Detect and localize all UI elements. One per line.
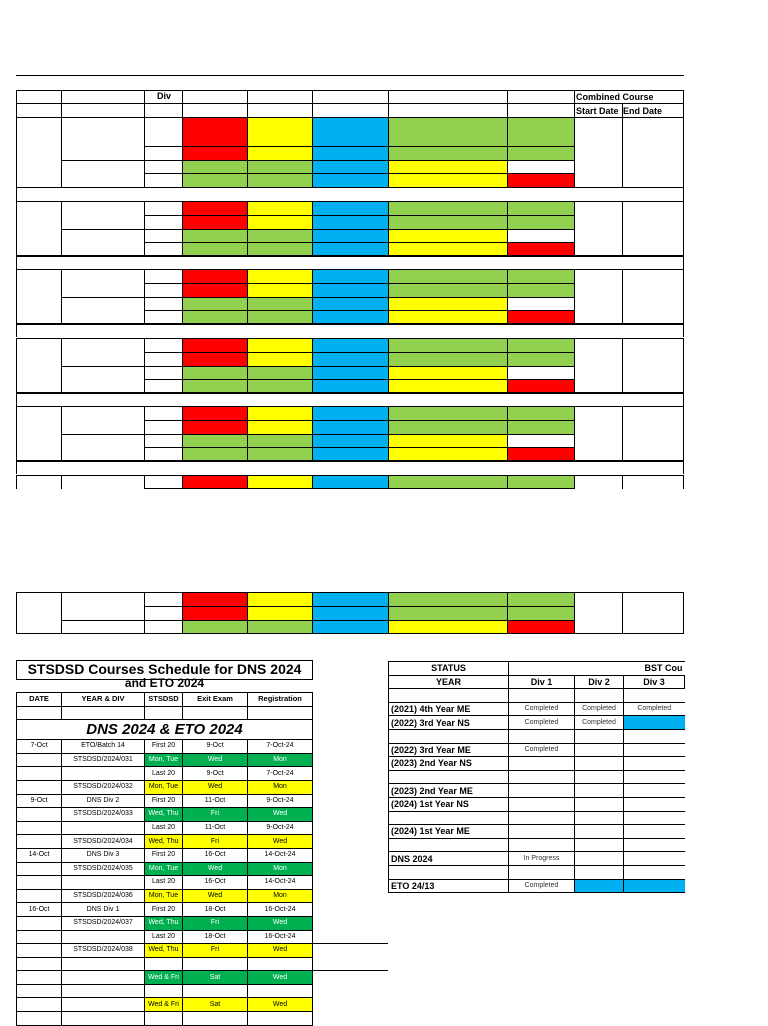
registration-header: Registration (248, 693, 313, 707)
registration-cell: Wed (248, 944, 313, 958)
registration-cell: 16-Oct-24 (248, 903, 313, 917)
schedule-bar (508, 173, 574, 187)
exit-exam-cell: Fri (183, 835, 248, 849)
exit-exam-cell: Fri (183, 808, 248, 822)
combined-course-header: Combined Course (576, 92, 654, 102)
date-cell (17, 862, 62, 876)
registration-cell (248, 957, 313, 971)
date-cell (17, 998, 62, 1012)
status-row (389, 865, 685, 879)
date-cell (17, 876, 62, 890)
exit-exam-cell: 11-Oct (183, 794, 248, 808)
stsdsd-cell: Last 20 (145, 930, 183, 944)
status-div1-cell (509, 784, 575, 798)
status-div1-cell (509, 689, 575, 703)
status-table (388, 661, 685, 893)
status-row (389, 811, 685, 825)
registration-cell: Wed (248, 835, 313, 849)
registration-cell: Wed (248, 971, 313, 985)
end-date-header: End Date (623, 106, 663, 116)
div1-header: Div 1 (509, 675, 575, 689)
status-div3-cell: Completed (624, 702, 685, 716)
exit-exam-cell: 16-Oct (183, 848, 248, 862)
exit-exam-cell: Wed (183, 780, 248, 794)
stsdsd-cell: First 20 (145, 903, 183, 917)
registration-cell: Mon (248, 780, 313, 794)
status-row (389, 879, 685, 893)
stsdsd-cell: Mon, Tue (145, 753, 183, 767)
stsdsd-cell: Last 20 (145, 876, 183, 890)
status-div3-cell (624, 689, 685, 703)
stsdsd-cell (145, 1012, 183, 1026)
schedule-row (17, 780, 313, 794)
status-div2-cell (575, 784, 624, 798)
schedule-row (17, 971, 313, 985)
status-year-cell: (2021) 4th Year ME (389, 702, 509, 716)
status-row (389, 716, 685, 730)
exit-exam-cell: Wed (183, 889, 248, 903)
status-div3-cell (624, 716, 685, 730)
status-div3-cell (624, 879, 685, 893)
schedule-bar (508, 310, 574, 324)
stsdsd-cell: Wed, Thu (145, 944, 183, 958)
status-div3-cell (624, 852, 685, 866)
div2-header: Div 2 (575, 675, 624, 689)
date-cell (17, 753, 62, 767)
status-div3-cell (624, 743, 685, 757)
year-div-cell: STSDSD/2024/033 (62, 808, 145, 822)
stsdsd-cell: Mon, Tue (145, 780, 183, 794)
schedule-bar (508, 620, 574, 633)
date-cell (17, 984, 62, 998)
status-div1-cell: In Progress (509, 852, 575, 866)
exit-exam-cell: 16-Oct (183, 876, 248, 890)
status-div2-cell (575, 770, 624, 784)
year-div-cell: STSDSD/2024/032 (62, 780, 145, 794)
schedule-row (17, 767, 313, 781)
stsdsd-cell: First 20 (145, 740, 183, 754)
stsdsd-header: STSDSD (145, 693, 183, 707)
schedule-bar (183, 475, 247, 489)
year-div-cell (62, 767, 145, 781)
status-year-cell: (2022) 3rd Year ME (389, 743, 509, 757)
stsdsd-cell: Mon, Tue (145, 862, 183, 876)
status-div2-cell (575, 825, 624, 839)
registration-cell (248, 1012, 313, 1026)
status-div3-cell (624, 784, 685, 798)
date-cell: 9-Oct (17, 794, 62, 808)
registration-cell: 9-Oct-24 (248, 794, 313, 808)
schedule-table (16, 692, 313, 1026)
schedule-row (17, 903, 313, 917)
status-div1-cell: Completed (509, 879, 575, 893)
status-year-cell: (2023) 2nd Year ME (389, 784, 509, 798)
year-header: YEAR (389, 675, 509, 689)
year-div-cell (62, 957, 145, 971)
year-div-cell (62, 1012, 145, 1026)
schedule-bar (183, 117, 247, 160)
date-cell (17, 780, 62, 794)
registration-cell: 9-Oct-24 (248, 821, 313, 835)
stsdsd-cell: Mon, Tue (145, 889, 183, 903)
stsdsd-cell (145, 984, 183, 998)
exit-exam-cell: Sat (183, 998, 248, 1012)
date-cell: 7-Oct (17, 740, 62, 754)
year-div-cell (62, 984, 145, 998)
date-cell (17, 808, 62, 822)
status-div2-cell: Completed (575, 716, 624, 730)
status-div2-cell: Completed (575, 702, 624, 716)
year-div-cell: STSDSD/2024/038 (62, 944, 145, 958)
stsdsd-cell: Wed, Thu (145, 835, 183, 849)
exit-exam-cell: 9-Oct (183, 767, 248, 781)
stsdsd-cell: Wed, Thu (145, 916, 183, 930)
div3-header: Div 3 (624, 675, 685, 689)
status-year-cell: (2023) 2nd Year NS (389, 757, 509, 771)
exit-exam-cell (183, 957, 248, 971)
status-div1-cell (509, 729, 575, 743)
schedule-row (17, 821, 313, 835)
year-div-cell: STSDSD/2024/031 (62, 753, 145, 767)
status-div3-cell (624, 825, 685, 839)
status-div2-cell (575, 757, 624, 771)
exit-exam-cell: Wed (183, 862, 248, 876)
schedule-row (17, 944, 313, 958)
status-year-cell: (2024) 1st Year ME (389, 825, 509, 839)
schedule-row (17, 1012, 313, 1026)
schedule-banner: DNS 2024 & ETO 2024 (17, 720, 313, 740)
registration-cell: 14-Oct-24 (248, 876, 313, 890)
status-div1-cell: Completed (509, 702, 575, 716)
start-date-header: Start Date (576, 106, 619, 116)
status-div2-cell (575, 838, 624, 852)
date-cell (17, 821, 62, 835)
status-div3-cell (624, 797, 685, 811)
date-cell (17, 930, 62, 944)
registration-cell: Wed (248, 998, 313, 1012)
schedule-row (17, 930, 313, 944)
exit-exam-cell (183, 984, 248, 998)
status-row (389, 852, 685, 866)
stsdsd-cell: Wed & Fri (145, 971, 183, 985)
exit-exam-cell: 18-Oct (183, 903, 248, 917)
stsdsd-cell: First 20 (145, 794, 183, 808)
status-div1-cell: Completed (509, 743, 575, 757)
exit-exam-cell (183, 1012, 248, 1026)
exit-exam-cell: Fri (183, 916, 248, 930)
year-div-cell (62, 971, 145, 985)
status-header-row (389, 662, 685, 676)
registration-cell: Mon (248, 889, 313, 903)
date-cell: 14-Oct (17, 848, 62, 862)
stsdsd-cell: Wed, Thu (145, 808, 183, 822)
status-div2-cell (575, 743, 624, 757)
status-row (389, 702, 685, 716)
status-year-row (389, 675, 685, 689)
schedule-row (17, 984, 313, 998)
schedule-spacer-row (17, 706, 313, 720)
registration-cell: 7-Oct-24 (248, 767, 313, 781)
year-div-cell: STSDSD/2024/034 (62, 835, 145, 849)
status-year-cell (389, 689, 509, 703)
status-row (389, 770, 685, 784)
date-cell (17, 944, 62, 958)
status-year-cell: (2022) 3rd Year NS (389, 716, 509, 730)
schedule-bar (389, 117, 574, 160)
year-div-cell: ETO/Batch 14 (62, 740, 145, 754)
exit-exam-cell: 18-Oct (183, 930, 248, 944)
registration-cell: Wed (248, 916, 313, 930)
status-div1-cell (509, 825, 575, 839)
schedule-bar (248, 475, 312, 489)
status-row (389, 689, 685, 703)
registration-cell: Mon (248, 753, 313, 767)
schedule-row (17, 916, 313, 930)
schedule-row (17, 848, 313, 862)
year-div-cell (62, 998, 145, 1012)
status-div3-cell (624, 838, 685, 852)
status-div2-cell (575, 797, 624, 811)
stsdsd-cell: First 20 (145, 848, 183, 862)
status-row (389, 729, 685, 743)
status-row (389, 784, 685, 798)
schedule-row (17, 889, 313, 903)
date-header: DATE (17, 693, 62, 707)
exit-exam-cell: 11-Oct (183, 821, 248, 835)
schedule-bar (389, 475, 574, 489)
schedule-bar (313, 620, 388, 633)
date-cell: 16-Oct (17, 903, 62, 917)
status-row (389, 838, 685, 852)
registration-cell: 16-Oct-24 (248, 930, 313, 944)
status-div2-cell (575, 879, 624, 893)
schedule-bar (508, 379, 574, 393)
status-div3-cell (624, 729, 685, 743)
status-row (389, 743, 685, 757)
status-year-cell (389, 770, 509, 784)
div-header: Div (157, 91, 172, 101)
stsdsd-cell (145, 957, 183, 971)
date-cell (17, 971, 62, 985)
schedule-subtitle: and ETO 2024 (124, 676, 205, 690)
registration-cell: Mon (248, 862, 313, 876)
status-div1-cell (509, 838, 575, 852)
status-year-cell (389, 838, 509, 852)
year-div-cell: DNS Div 1 (62, 903, 145, 917)
year-div-cell: STSDSD/2024/036 (62, 889, 145, 903)
status-div2-cell (575, 689, 624, 703)
exit-exam-cell: Fri (183, 944, 248, 958)
date-cell (17, 957, 62, 971)
schedule-header-row (17, 693, 313, 707)
schedule-bar (508, 447, 574, 461)
registration-cell: 14-Oct-24 (248, 848, 313, 862)
registration-cell: 7-Oct-24 (248, 740, 313, 754)
year-div-cell (62, 930, 145, 944)
registration-cell: Wed (248, 808, 313, 822)
schedule-bar (313, 117, 388, 160)
schedule-row (17, 740, 313, 754)
schedule-row (17, 876, 313, 890)
schedule-row (17, 957, 313, 971)
status-year-cell: (2024) 1st Year NS (389, 797, 509, 811)
status-year-cell (389, 811, 509, 825)
schedule-row (17, 794, 313, 808)
date-cell (17, 835, 62, 849)
schedule-row (17, 835, 313, 849)
schedule-row (17, 862, 313, 876)
date-cell (17, 916, 62, 930)
year-div-cell: STSDSD/2024/037 (62, 916, 145, 930)
schedule-bar (248, 117, 312, 160)
year-div-cell: DNS Div 2 (62, 794, 145, 808)
status-div1-cell (509, 811, 575, 825)
schedule-bar (389, 620, 507, 633)
stsdsd-cell: Last 20 (145, 821, 183, 835)
status-div2-cell (575, 852, 624, 866)
status-row (389, 797, 685, 811)
exit-exam-cell: 9-Oct (183, 740, 248, 754)
status-div1-cell (509, 865, 575, 879)
schedule-bar (508, 242, 574, 256)
status-row (389, 825, 685, 839)
bst-course-header: BST Cou (509, 662, 685, 676)
date-cell (17, 767, 62, 781)
schedule-bar (313, 475, 388, 489)
status-year-cell (389, 865, 509, 879)
status-div2-cell (575, 811, 624, 825)
status-div3-cell (624, 757, 685, 771)
exit-exam-cell: Wed (183, 753, 248, 767)
stsdsd-cell: Last 20 (145, 767, 183, 781)
year-div-cell: DNS Div 3 (62, 848, 145, 862)
status-div1-cell: Completed (509, 716, 575, 730)
status-year-cell: DNS 2024 (389, 852, 509, 866)
status-div3-cell (624, 811, 685, 825)
year-div-cell: STSDSD/2024/035 (62, 862, 145, 876)
schedule-row (17, 998, 313, 1012)
status-div2-cell (575, 865, 624, 879)
status-div1-cell (509, 757, 575, 771)
schedule-row (17, 753, 313, 767)
year-div-header: YEAR & DIV (62, 693, 145, 707)
status-div3-cell (624, 770, 685, 784)
exit-exam-cell: Sat (183, 971, 248, 985)
status-div3-cell (624, 865, 685, 879)
year-div-cell (62, 876, 145, 890)
status-div2-cell (575, 729, 624, 743)
status-year-cell: ETO 24/13 (389, 879, 509, 893)
status-year-cell (389, 729, 509, 743)
exit-exam-header: Exit Exam (183, 693, 248, 707)
date-cell (17, 1012, 62, 1026)
year-div-cell (62, 821, 145, 835)
stsdsd-cell: Wed & Fri (145, 998, 183, 1012)
status-div1-cell (509, 770, 575, 784)
registration-cell (248, 984, 313, 998)
schedule-banner-row (17, 720, 313, 740)
status-row (389, 757, 685, 771)
schedule-title: STSDSD Courses Schedule for DNS 2024 (16, 660, 313, 680)
date-cell (17, 889, 62, 903)
schedule-row (17, 808, 313, 822)
status-header: STATUS (389, 662, 509, 676)
status-div1-cell (509, 797, 575, 811)
